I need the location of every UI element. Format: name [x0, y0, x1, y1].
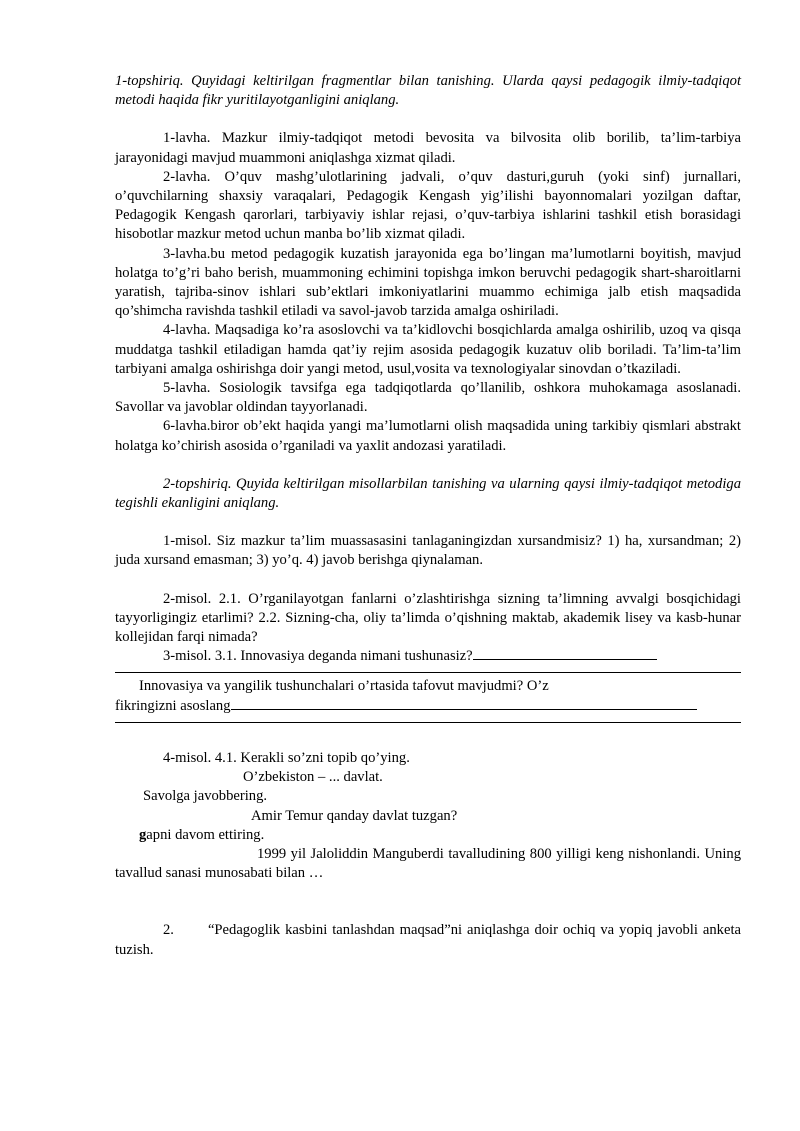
fragment-5: 5-lavha. Sosiologik tavsifga ega tadqiqotlarda qo’llanilib, oshkora muhokamaga asoslanadi. Savollar va javoblar oldindan tayyorlanadi. [115, 380, 741, 416]
example-4-line-3: Amir Temur qanday davlat tuzgan? [251, 807, 458, 824]
example-1: 1-misol. Siz mazkur ta’lim muassasasini tanlaganingizdan xursandmisiz? 1) ha, xursandman; 2) juda xursand emasman; 3) yo’q. 4) javob berishga qiynalaman. [115, 533, 741, 569]
example-4-line-5: 1999 yil Jaloliddin Manguberdi tavalludining 800 yilligi keng nishonlandi. Uning tavallud sanasi munosabati bilan … [115, 845, 741, 882]
example-4-line-4-rest: apni davom ettiring. [146, 826, 265, 843]
task2-title: 2-topshiriq. Quyida keltirilgan misollarbilan tanishing va ularning qaysi ilmiy-tadqiqot metodiga tegishli ekanligini aniqlang. [115, 475, 741, 512]
fragment-3: 3-lavha.bu metod pedagogik kuzatish jarayonida ega bo’lingan ma’lumotlarni boyitish, mavjud holatga to’g’ri baho berish, muammoning echimini topishga imkon beruvchi pedagogik shart-sharoitlarni yaratish, tajriba-sinov ishlari sub’ektlari imkoniyatlarini muammo echimiga jalb etish maqsadida qo’shimcha ravishda tashkil etiladi va savol-javob tarzida amalga oshiriladi. [115, 245, 741, 320]
task1-title: 1-topshiriq. Quyidagi keltirilgan fragmentlar bilan tanishing. Ularda qaysi pedagogik ilmiy-tadqiqot metodi haqida fikr yuritilayotganligini aniqlang. [115, 73, 741, 109]
answer-line-2 [115, 672, 741, 673]
example-3-question-2: Innovasiya va yangilik tushunchalari o’rtasida tafovut mavjudmi? O’z [139, 678, 549, 695]
example-4-title: 4-misol. 4.1. Kerakli so’zni topib qo’ying. [163, 749, 410, 766]
fragment-2: 2-lavha. O’quv mashg’ulotlarining jadvali, o’quv dasturi,guruh (yoki sinf) jurnallari, o’quvchilarning shaxsiy varaqalari, Pedagogik Kengash yig’ilishi bayonnomalari yozilgan daftar, Pedagogik Kengash qarorlari, tarbiyaviy ishlar rejasi, o’quv-tarbiya ishlarini tashkil etish borasidagi hisobotlar mazkur metod uchun manba bo’lib xizmat qiladi. [115, 168, 741, 243]
fragment-1: 1-lavha. Mazkur ilmiy-tadqiqot metodi bevosita va bilvosita olib borilib, ta’lim-tarbiya jarayonidagi mavjud muammoni aniqlashga xizmat qiladi. [115, 130, 741, 166]
example-3-question-2-cont-text: fikringizni asoslang [115, 697, 231, 714]
task3 [115, 921, 741, 959]
example-4-line-4-bold: g [139, 826, 147, 843]
fragment-4: 4-lavha. Maqsadiga ko’ra asoslovchi va ta’kidlovchi bosqichlarda amalga oshirilib, uzoq va qisqa muddatga tashkil etiladigan hamda qat’iy rejim asosida pedagogik kuzatuv olib boriladi. Ta’lim-ta’lim tarbiyani amalga oshirishga doir yangi metod, usul,vosita va texnologiyalar sinovdan o’tkaziladi. [115, 322, 741, 377]
task3-text: “Pedagoglik kasbini tanlashdan maqsad”ni aniqlashga doir ochiq va yopiq javobli anketa tuzish. [115, 922, 741, 958]
example-3-question-1-text: 3-misol. 3.1. Innovasiya deganda nimani tushunasiz? [163, 648, 473, 665]
fragment-6: 6-lavha.biror ob’ekt haqida yangi ma’lumotlarni olish maqsadida uning tarkibiy qismlari abstrakt holatga ko’chirish asosida o’rganiladi va yaxlit andozasi yaratiladi. [115, 418, 741, 454]
document-page [115, 72, 741, 960]
example-2: 2-misol. 2.1. O’rganilayotgan fanlarni o’zlashtirishga sizning ta’limning avvalgi bosqichidagi tayyorligingiz etarlimi? 2.2. Sizning-cha, oliy ta’limda o’qishning maktab, akademik lisey va kasb-hunar kollejidan farqi nimada? [115, 590, 741, 646]
answer-line-3 [231, 709, 697, 710]
task3-number: 2. [163, 922, 174, 939]
example-3-question-1 [115, 647, 741, 666]
example-4-line-1: O’zbekiston – ... davlat. [243, 769, 383, 786]
example-4-line-4 [115, 826, 741, 845]
example-4-line-2: Savolga javobbering. [143, 788, 268, 805]
example-3-question-2-cont [115, 697, 741, 716]
answer-line-1 [473, 659, 657, 660]
